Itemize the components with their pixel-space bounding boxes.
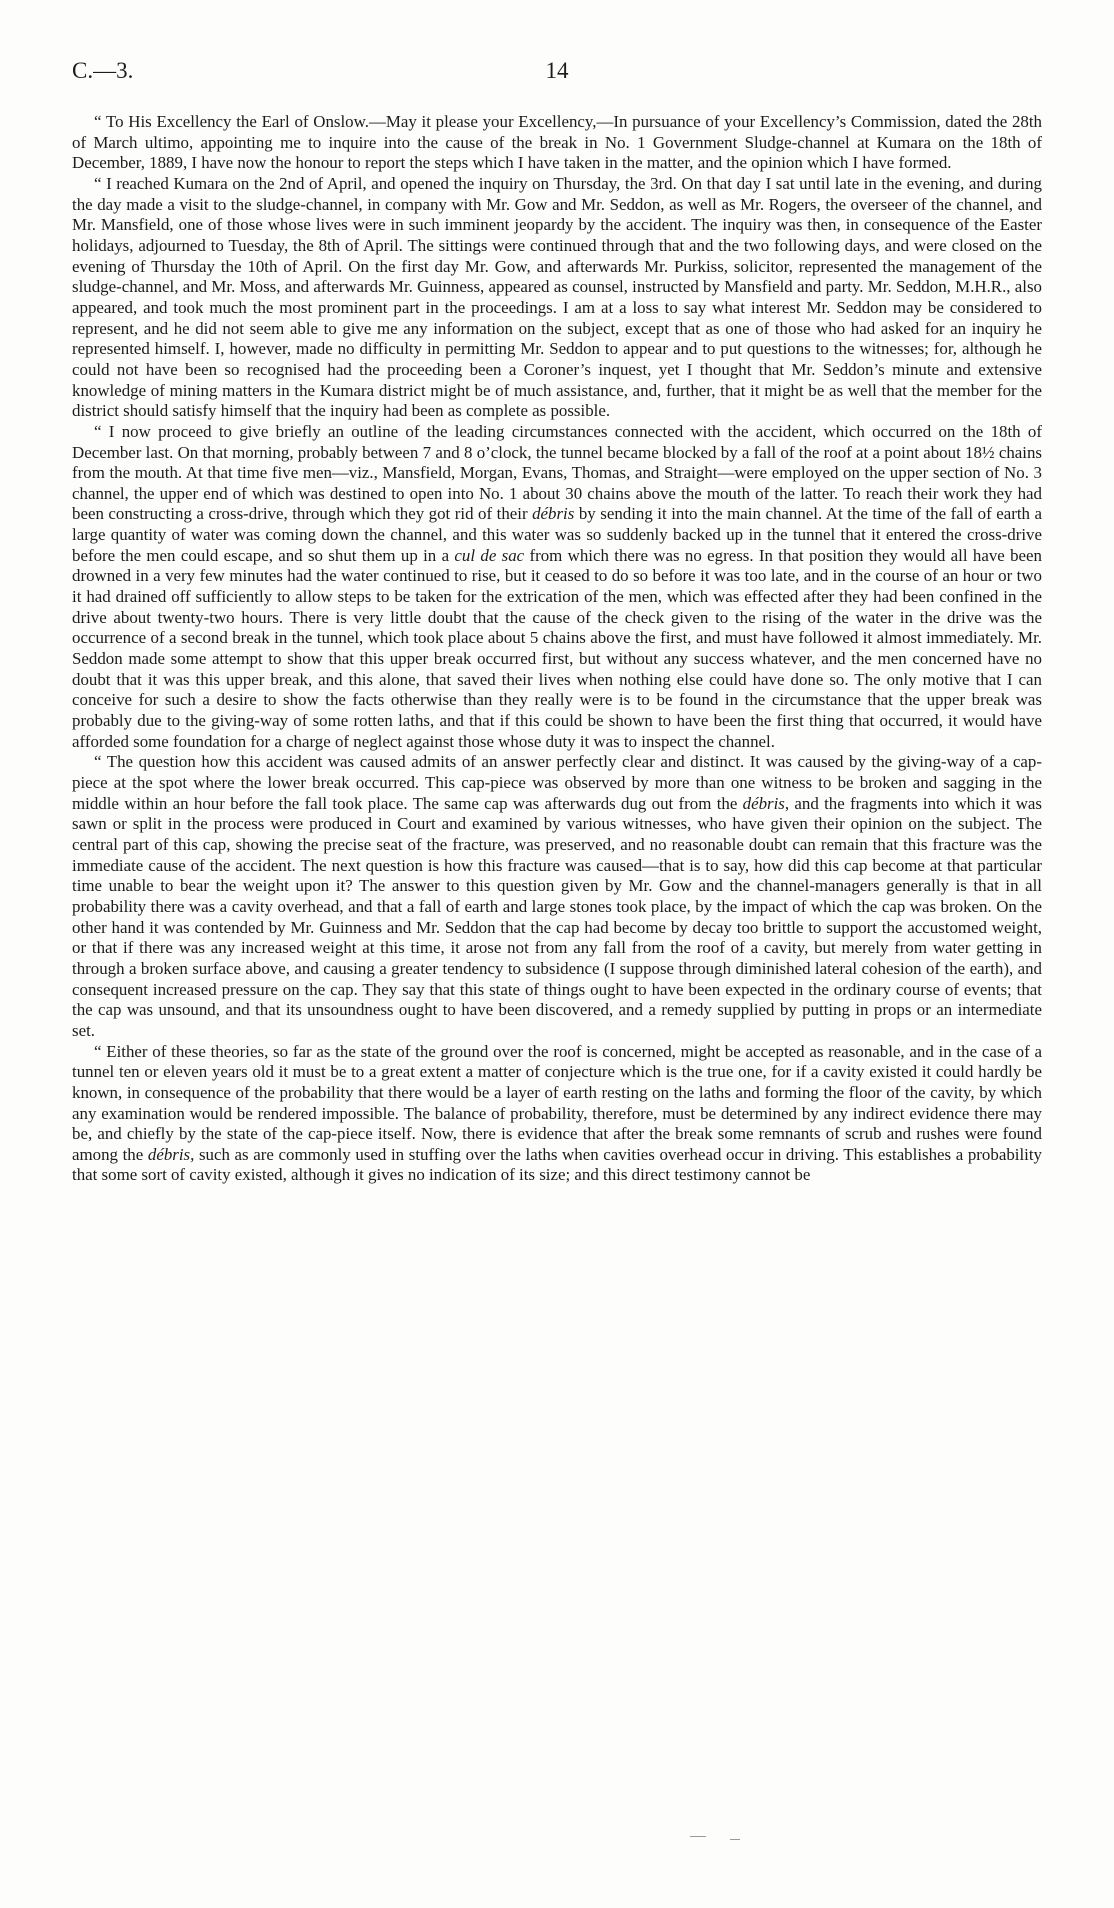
page-number: 14 [545,58,569,83]
paragraph-text: from which there was no egress. In that position they would all have been drowned in a very few minutes had the water continued to rise, but it ceased to do so before it was too late, and in the course of an hour or two it had drained off sufficiently to allow steps to be taken for the extrication of the men, which was effected after they had been confined in the drive about twenty-two hours. There is very little doubt that the cause of the check given to the rising of the water in the drive was the occurrence of a second break in the tunnel, which took place about 5 chains above the first, and must have followed it almost immediately. Mr. Seddon made some attempt to show that this upper break occurred first, but without any success whatever, and the men concerned have no doubt that it was this upper break, and this alone, that saved their lives when nothing else could have done so. The only motive that I can conceive for such a desire to show the facts otherwise than they really were is to be found in the circumstance that the upper break was probably due to the giving-way of some rotten laths, and that if this could be shown to have been the first thing that occurred, it would have afforded some foundation for a charge of neglect against those whose duty it was to inspect the channel. [72,545,1042,751]
paragraph-inquiry-proceedings [72,174,1042,422]
paragraph-text: by sending it into the main channel. At the time of the fall of earth a large quantity of water was coming down the channel, and this water was so suddenly backed up in the tunnel that it entered the cross-drive before the men could escape, and so shut them up in a [72,504,1042,565]
paragraph-text: “ I reached Kumara on the 2nd of April, and opened the inquiry on Thursday, the 3rd. On that day I sat until late in the evening, and during the day made a visit to the sludge-channel, in company with Mr. Gow and Mr. Seddon, as well as Mr. Rogers, the overseer of the channel, and Mr. Mansfield, one of those whose lives were in such imminent jeopardy by the accident. The inquiry was then, in consequence of the Easter holidays, adjourned to Tuesday, the 8th of April. The sittings were continued through that and the two following days, and were closed on the evening of Thursday the 10th of April. On the first day Mr. Gow, and afterwards Mr. Purkiss, solicitor, represented the management of the sludge-channel, and Mr. Moss, and afterwards Mr. Guinness, appeared as counsel, instructed by Mansfield and party. Mr. Seddon, M.H.R., also appeared, and took much the most prominent part in the proceedings. I am at a loss to say what interest Mr. Seddon may be considered to represent, and he did not seem able to give me any information on the subject, except that as one of those who had asked for an inquiry he represented himself. I, however, made no difficulty in permitting Mr. Seddon to appear and to put questions to the witnesses; for, although he could not have been so recognised had the proceeding been a Coroner’s inquest, yet I thought that Mr. Seddon’s minute and extensive knowledge of mining matters in the Kumara district might be of much assistance, and, further, that it might be as well that the member for the district should satisfy himself that the inquiry had been as complete as possible. [72,173,1042,421]
italic-term: débris [147,1144,191,1164]
footer-blemish-marks [690,1834,750,1842]
paragraph-text: , and the fragments into which it was sawn or split in the process were produced in Court and examined by various witnesses, who have given their opinion on the subject. The central part of this cap, showing the precise seat of the fracture, was preserved, and no reasonable doubt can remain that this fracture was the immediate cause of the accident. The next question is how this fracture was caused—that is to say, how did this cap become at that particular time unable to bear the weight upon it? The answer to this question given by Mr. Gow and the channel-managers generally is that in all probability there was a cavity overhead, and that a fall of earth and large stones took place, by the impact of which the cap was broken. On the other hand it was contended by Mr. Guinness and Mr. Seddon that the cap had become by decay too brittle to support the accustomed weight, or that if there was any increased weight at this time, it arose not from any fall from the roof of a cavity, but merely from water getting in through a broken surface above, and causing a greater tendency to subsidence (I suppose through diminished lateral cohesion of the earth), and consequent increased pressure on the cap. They say that this state of things ought to have been expected in the ordinary course of events; that the cap was unsound, and that its unsoundness ought to have been discovered, and a remedy supplied by putting in props or an intermediate set. [72,793,1042,1040]
paragraph-commission [72,112,1042,174]
paragraph-cause-of-accident [72,752,1042,1041]
paragraph-theories [72,1042,1042,1187]
paragraph-text: “ Either of these theories, so far as the state of the ground over the roof is concerned, might be accepted as reasonable, and in the case of a tunnel ten or eleven years old it must be to a great extent a matter of conjecture which is the true one, for if a cavity existed it could hardly be known, in consequence of the probability that there would be a layer of earth resting on the laths and forming the floor of the cavity, by which any examination would be rendered impossible. The balance of probability, therefore, must be determined by any indirect evidence there may be, and chiefly by the state of the cap-piece itself. Now, there is evidence that after the break some remnants of scrub and rushes were found among the [72,1041,1042,1164]
italic-term: cul de sac [454,545,525,565]
report-body [72,112,1042,1186]
italic-term: débris [742,793,785,813]
paragraph-text: “ The question how this accident was caused admits of an answer perfectly clear and distinct. It was caused by the giving-way of a cap-piece at the spot where the lower break occurred. This cap-piece was observed by more than one witness to be broken and sagging in the middle within an hour before the fall took place. The same cap was afterwards dug out from the [72,752,1042,813]
paragraph-accident-outline [72,422,1042,753]
document-reference: C.—3. [72,58,134,83]
page-header [72,58,1042,92]
paragraph-text: “ I now proceed to give briefly an outline of the leading circumstances connected with the accident, which occurred on the 18th of December last. On that morning, probably between 7 and 8 o’clock, the tunnel became blocked by a fall of the roof at a point about 18½ chains from the mouth. At that time five men—viz., Mansfield, Morgan, Evans, Thomas, and Straight—were employed on the upper section of No. 3 channel, the upper end of which was destined to open into No. 1 about 30 chains above the mouth of the latter. To reach their work they had been constructing a cross-drive, through which they got rid of their [72,421,1042,524]
italic-term: débris [532,504,575,524]
paragraph-text: “ To His Excellency the Earl of Onslow.—May it please your Excellency,—In pursuance of your Excellency’s Commission, dated the 28th of March ultimo, appointing me to inquire into the cause of the break in No. 1 Government Sludge-channel at Kumara on the 18th of December, 1889, I have now the honour to report the steps which I have taken in the matter, and the opinion which I have formed. [72,112,1042,173]
paragraph-text: , such as are commonly used in stuffing over the laths when cavities overhead occur in driving. This establishes a probability that some sort of cavity existed, although it gives no indication of its size; and this direct testimony cannot be [72,1144,1042,1185]
